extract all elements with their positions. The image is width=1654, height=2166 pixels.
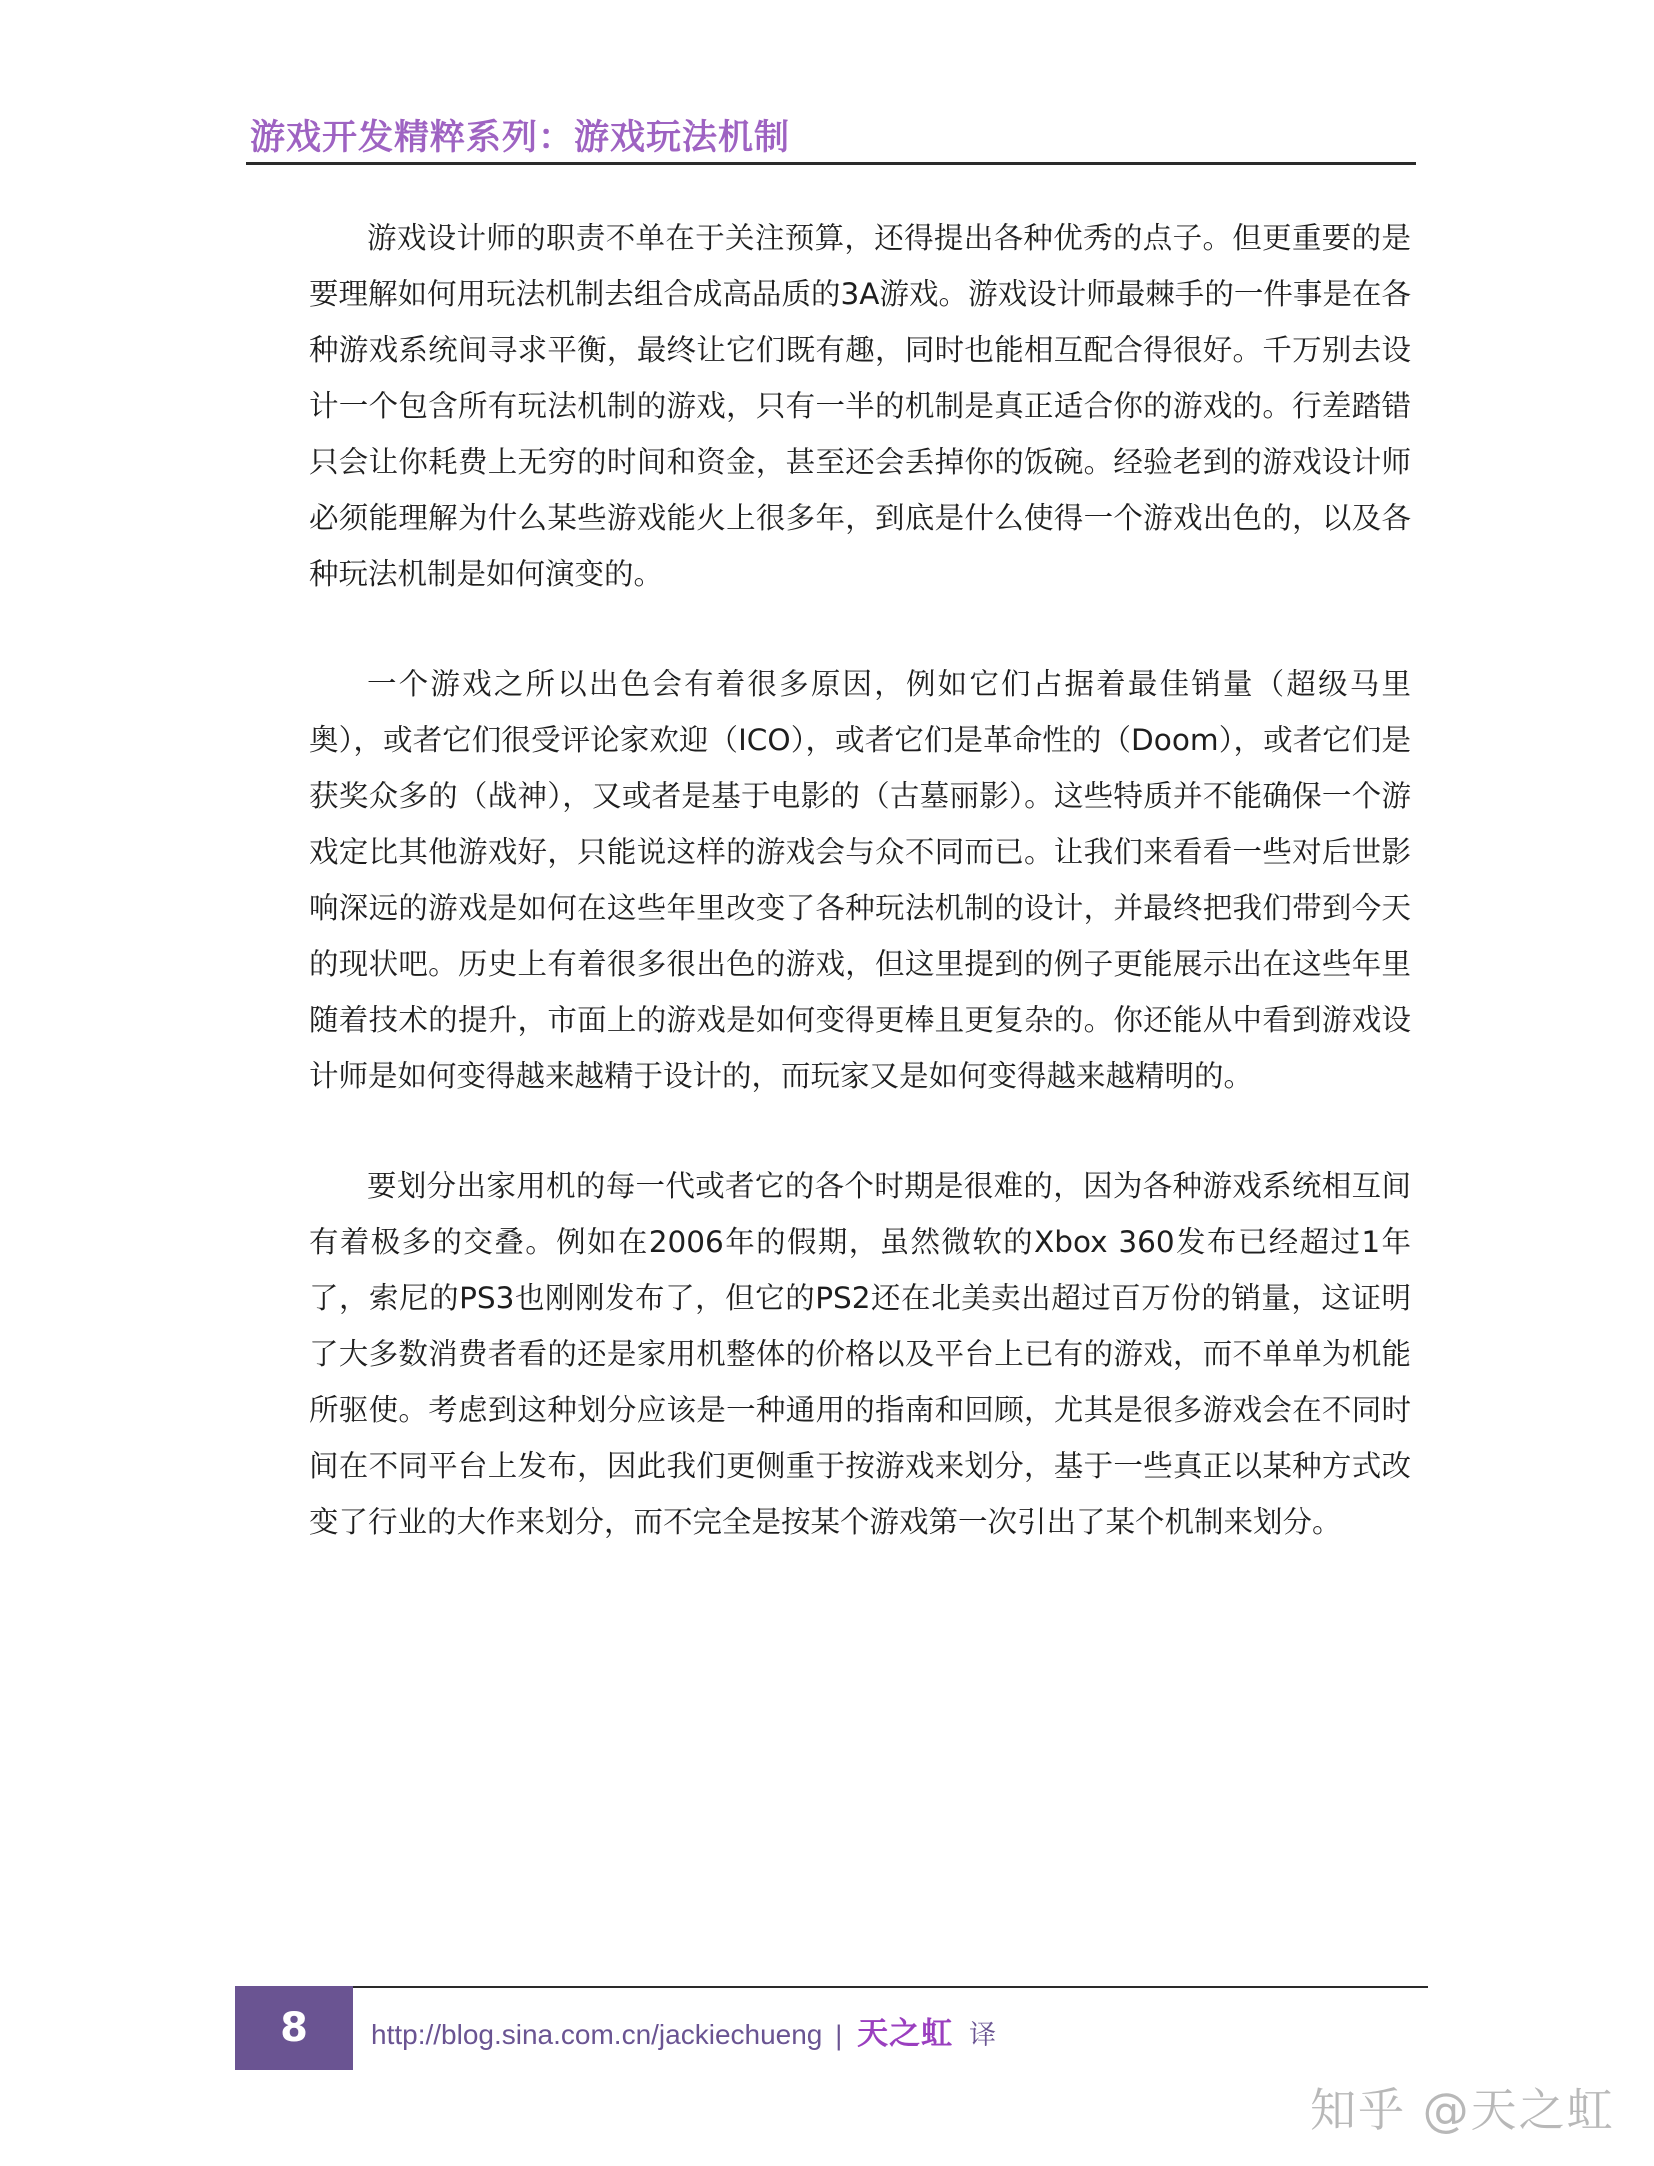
paragraph-3: 要划分出家用机的每一代或者它的各个时期是很难的，因为各种游戏系统相互间有着极多的交叠。例如在2006年的假期，虽然微软的Xbox 360发布已经超过1年了，索尼的PS3也刚刚发布了，但它的PS2还在北美卖出超过百万份的销量，这证明了大多数消费者看的还是家用机整体的价格以及平台上已有的游戏，而不单单为机能所驱使。考虑到这种划分应该是一种通用的指南和回顾，尤其是很多游戏会在不同时间在不同平台上发布，因此我们更侧重于按游戏来划分，基于一些真正以某种方式改变了行业的大作来划分，而不完全是按某个游戏第一次引出了某个机制来划分。 <box>309 1169 1411 1539</box>
page-footer <box>235 1986 1428 2070</box>
running-header-title: 游戏开发精粹系列：游戏玩法机制 <box>250 118 791 158</box>
footer-blog-link[interactable]: http://blog.sina.com.cn/jackiechueng <box>371 2019 823 2050</box>
footer-credit-line <box>371 2008 996 2053</box>
footer-rule <box>353 1986 1428 1988</box>
footer-translate-mark: 译 <box>969 2020 997 2051</box>
page-number-box <box>235 1986 353 2070</box>
footer-separator: | <box>834 2021 844 2051</box>
footer-translator-name: 天之虹 <box>857 2016 954 2052</box>
page-number: 8 <box>280 2005 308 2051</box>
paragraph-1: 游戏设计师的职责不单在于关注预算，还得提出各种优秀的点子。但更重要的是要理解如何用玩法机制去组合成高品质的3A游戏。游戏设计师最棘手的一件事是在各种游戏系统间寻求平衡，最终让它们既有趣，同时也能相互配合得很好。千万别去设计一个包含所有玩法机制的游戏，只有一半的机制是真正适合你的游戏的。行差踏错只会让你耗费上无穷的时间和资金，甚至还会丢掉你的饭碗。经验老到的游戏设计师必须能理解为什么某些游戏能火上很多年，到底是什么使得一个游戏出色的，以及各种玩法机制是如何演变的。 <box>309 221 1411 591</box>
paragraph-2: 一个游戏之所以出色会有着很多原因，例如它们占据着最佳销量（超级马里奥），或者它们很受评论家欢迎（ICO），或者它们是革命性的（Doom），或者它们是获奖众多的（战神），又或者是基于电影的（古墓丽影）。这些特质并不能确保一个游戏定比其他游戏好，只能说这样的游戏会与众不同而已。让我们来看看一些对后世影响深远的游戏是如何在这些年里改变了各种玩法机制的设计，并最终把我们带到今天的现状吧。历史上有着很多很出色的游戏，但这里提到的例子更能展示出在这些年里随着技术的提升，市面上的游戏是如何变得更棒且更复杂的。你还能从中看到游戏设计师是如何变得越来越精于设计的，而玩家又是如何变得越来越精明的。 <box>309 667 1411 1093</box>
zhihu-watermark: 知乎 @天之虹 <box>1310 2083 1615 2137</box>
page-header <box>246 106 1416 165</box>
body-text <box>309 210 1411 1604</box>
